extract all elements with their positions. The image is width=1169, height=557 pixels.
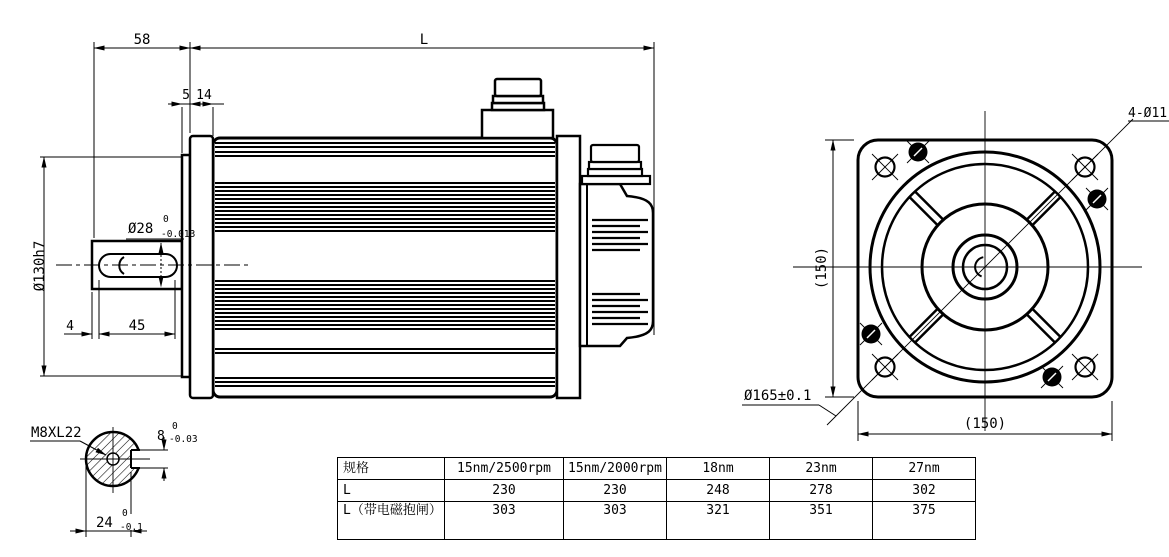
dim-key-width-tol-upper: 0 xyxy=(172,421,178,432)
header-15nm-2000rpm: 15nm/2000rpm xyxy=(564,458,667,480)
row-label-L-brake: L（带电磁抱闸） xyxy=(338,502,445,540)
header-18nm: 18nm xyxy=(667,458,770,480)
dim-flange-height: (150) xyxy=(814,246,830,290)
dim-key-width-tol-lower: -0.03 xyxy=(169,434,198,445)
L-value: 302 xyxy=(873,480,976,502)
header-spec: 规格 xyxy=(338,458,445,480)
spec-table-header-row xyxy=(338,458,976,480)
header-23nm: 23nm xyxy=(770,458,873,480)
dim-shaft-diameter: Ø28 xyxy=(128,221,154,237)
L-value: 230 xyxy=(564,480,667,502)
dim-key-width: 8 xyxy=(157,429,165,444)
dim-shaft-extension: 58 xyxy=(133,32,151,48)
label-mounting-holes: 4-Ø11 xyxy=(1128,106,1168,121)
encoder-connector xyxy=(582,145,650,184)
L-brake-value: 375 xyxy=(873,502,976,540)
header-27nm: 27nm xyxy=(873,458,976,480)
L-brake-value: 303 xyxy=(445,502,564,540)
side-view xyxy=(32,32,654,398)
spec-table-row-L xyxy=(338,480,976,502)
L-brake-value: 351 xyxy=(770,502,873,540)
dim-spigot-diameter: Ø130h7 xyxy=(32,240,48,292)
L-value: 248 xyxy=(667,480,770,502)
L-value: 230 xyxy=(445,480,564,502)
label-bolt-circle: Ø165±0.1 xyxy=(744,388,812,404)
header-15nm-2500rpm: 15nm/2500rpm xyxy=(445,458,564,480)
dim-shaft-tol-lower: -0.013 xyxy=(161,229,196,240)
rear-endcap xyxy=(580,184,653,346)
flange-view xyxy=(742,106,1169,441)
row-label-L: L xyxy=(338,480,445,502)
dim-key-offset: 4 xyxy=(66,319,74,334)
dim-motor-length: L xyxy=(419,32,429,48)
shaft-section-view xyxy=(30,421,198,537)
L-value: 278 xyxy=(770,480,873,502)
dim-shaft-tol-upper: 0 xyxy=(163,214,169,225)
power-connector xyxy=(482,79,553,138)
spec-table xyxy=(337,457,976,540)
dim-key-flat-tol-upper: 0 xyxy=(122,508,128,519)
L-brake-value: 321 xyxy=(667,502,770,540)
dim-spigot-depth: 5 xyxy=(182,88,190,103)
motor-body xyxy=(213,138,557,397)
dim-flange-width: (150) xyxy=(963,416,1007,432)
rear-band xyxy=(557,136,580,398)
dim-key-flat-tol-lower: -0.1 xyxy=(120,522,143,533)
thread-label: M8XL22 xyxy=(31,425,82,441)
dim-key-length: 45 xyxy=(128,318,146,334)
spec-table-row-L-brake xyxy=(338,502,976,540)
dim-key-flat: 24 xyxy=(96,515,113,531)
front-flange xyxy=(190,136,213,398)
dim-flange-thickness: 14 xyxy=(196,88,212,103)
L-brake-value: 303 xyxy=(564,502,667,540)
